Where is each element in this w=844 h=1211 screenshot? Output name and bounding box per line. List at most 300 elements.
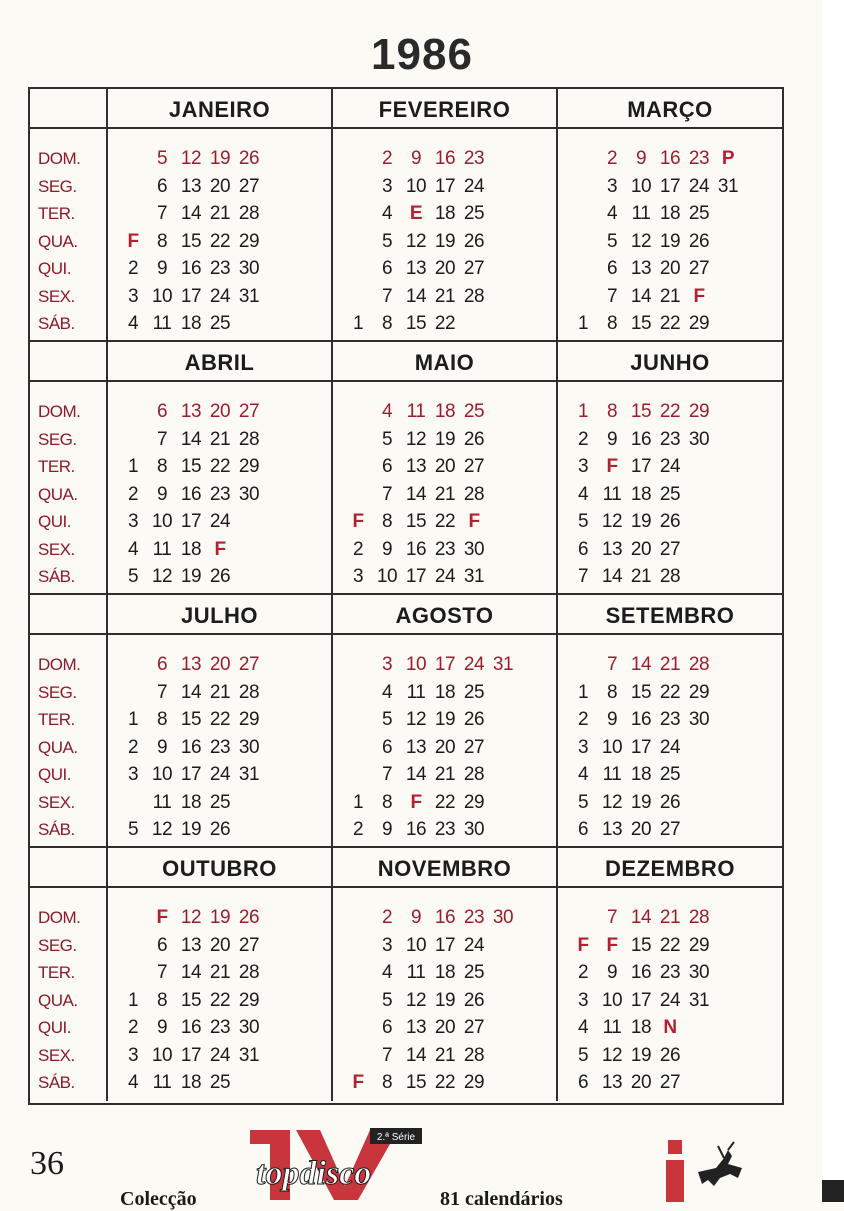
holiday-marker: F — [214, 538, 226, 560]
day-number: 13 — [405, 258, 427, 279]
day-number: 12 — [601, 791, 623, 813]
day-number: 17 — [180, 1044, 202, 1066]
day-number: 5 — [127, 819, 139, 840]
month-name: ABRIL — [184, 350, 255, 375]
day-number: 20 — [659, 258, 681, 279]
day-number: 25 — [659, 483, 681, 505]
month-name: JULHO — [180, 603, 259, 628]
day-number: 13 — [180, 401, 202, 422]
corner-mark — [822, 1180, 844, 1202]
day-number: 14 — [180, 203, 202, 224]
day-number: 6 — [381, 1017, 393, 1038]
month-name: MARÇO — [627, 97, 713, 122]
weekday-label: SEG. — [38, 176, 77, 196]
weekday-labels — [38, 651, 108, 844]
day-number: 27 — [238, 175, 260, 197]
weekday-label: SEX. — [38, 286, 75, 306]
logo-topdisco-text: topdisco — [256, 1155, 372, 1192]
day-number: 7 — [577, 566, 589, 587]
day-number: 15 — [630, 313, 652, 334]
day-number: 1 — [127, 709, 139, 730]
day-number: 18 — [434, 203, 456, 224]
day-number: 6 — [156, 175, 168, 197]
day-number: 15 — [630, 681, 652, 703]
day-number: 22 — [659, 681, 681, 703]
day-number: 24 — [209, 285, 231, 307]
day-number: 4 — [381, 681, 393, 703]
day-number: 26 — [463, 428, 485, 450]
month-block — [558, 595, 782, 846]
day-number: 23 — [463, 907, 485, 928]
day-number: 18 — [434, 962, 456, 983]
calendar-row — [30, 595, 782, 848]
day-number: 19 — [434, 989, 456, 1011]
day-number: 1 — [577, 401, 589, 422]
weekday-labels — [38, 145, 108, 338]
day-number: 24 — [659, 989, 681, 1011]
day-number: 23 — [463, 148, 485, 169]
weekday-label: DOM. — [38, 402, 81, 421]
day-number: 13 — [405, 456, 427, 477]
day-number: 16 — [180, 1017, 202, 1038]
day-number: 7 — [381, 483, 393, 505]
day-number: 14 — [405, 285, 427, 307]
month-name: DEZEMBRO — [605, 856, 735, 881]
day-number: 25 — [209, 313, 231, 334]
day-number: 23 — [659, 709, 681, 730]
day-number: 25 — [463, 203, 485, 224]
month-block — [108, 595, 333, 846]
weekday-label: SÁB. — [38, 567, 75, 586]
day-number: 22 — [209, 989, 231, 1011]
day-number: 27 — [463, 736, 485, 758]
day-number: 28 — [238, 962, 260, 983]
day-number: 11 — [406, 962, 426, 983]
day-number: 11 — [152, 538, 172, 560]
weekday-label: QUA. — [38, 231, 78, 251]
day-number: 18 — [180, 1072, 202, 1093]
day-number: 26 — [209, 566, 231, 587]
weekday-label: QUA. — [38, 990, 78, 1010]
day-number: 24 — [434, 566, 456, 587]
day-number: 31 — [717, 175, 739, 197]
day-number: 22 — [434, 1072, 456, 1093]
day-number: 10 — [151, 1044, 173, 1066]
day-number: 12 — [151, 819, 173, 840]
day-number: 4 — [381, 962, 393, 983]
day-number: 2 — [127, 258, 139, 279]
day-number: 2 — [381, 907, 393, 928]
day-number: 26 — [463, 230, 485, 252]
day-number: 19 — [434, 230, 456, 252]
day-number: 8 — [156, 709, 168, 730]
day-number: 18 — [180, 791, 202, 813]
day-number: 3 — [381, 654, 393, 675]
day-number: 23 — [209, 258, 231, 279]
day-number: 22 — [209, 230, 231, 252]
day-number: 27 — [659, 819, 681, 840]
day-number: 28 — [688, 654, 710, 675]
day-number: 16 — [180, 258, 202, 279]
day-number: 4 — [577, 483, 589, 505]
day-number: 26 — [463, 989, 485, 1011]
day-number: 8 — [381, 511, 393, 532]
month-block — [558, 342, 782, 593]
page-number: 36 — [30, 1145, 64, 1182]
day-number: 17 — [180, 511, 202, 532]
day-number: 2 — [352, 538, 364, 560]
day-number: 3 — [381, 934, 393, 956]
day-number: 6 — [381, 456, 393, 477]
day-number: 24 — [209, 511, 231, 532]
day-number: 9 — [606, 709, 618, 730]
day-number: 24 — [463, 934, 485, 956]
holiday-marker: F — [606, 456, 618, 477]
day-number: 19 — [630, 1044, 652, 1066]
day-number: 7 — [606, 654, 618, 675]
day-number: 30 — [463, 819, 485, 840]
day-number: 20 — [630, 1072, 652, 1093]
day-number: 17 — [659, 175, 681, 197]
month-name: MAIO — [414, 350, 475, 375]
day-number: 11 — [602, 764, 622, 785]
day-number: 21 — [659, 907, 681, 928]
day-number: 15 — [180, 456, 202, 477]
day-number: 24 — [463, 175, 485, 197]
day-number: 30 — [238, 1017, 260, 1038]
day-number: 2 — [577, 962, 589, 983]
weekday-label: QUI. — [38, 512, 71, 531]
day-number: 27 — [463, 456, 485, 477]
weekday-label: SEG. — [38, 935, 77, 955]
day-number: 27 — [659, 538, 681, 560]
weekday-label: DOM. — [38, 908, 81, 927]
day-number: 7 — [156, 428, 168, 450]
day-number: 6 — [381, 736, 393, 758]
day-number: 6 — [577, 819, 589, 840]
day-number: 25 — [209, 791, 231, 813]
day-number: 7 — [381, 1044, 393, 1066]
day-number: 20 — [209, 934, 231, 956]
day-number: 11 — [406, 401, 426, 422]
day-number: 26 — [659, 791, 681, 813]
day-number: 10 — [376, 566, 398, 587]
day-number: 21 — [434, 483, 456, 505]
day-number: 27 — [238, 934, 260, 956]
day-number: 15 — [180, 709, 202, 730]
month-name: OUTUBRO — [162, 856, 277, 881]
day-number: 9 — [635, 148, 647, 169]
day-number: 10 — [151, 764, 173, 785]
day-number: 14 — [630, 907, 652, 928]
day-number: 8 — [381, 313, 393, 334]
day-number: 16 — [630, 962, 652, 983]
day-number: 8 — [606, 313, 618, 334]
day-number: 7 — [381, 285, 393, 307]
weekday-label: TER. — [38, 204, 75, 223]
day-number: 28 — [659, 566, 681, 587]
day-number: 29 — [688, 934, 710, 956]
day-number: 6 — [156, 934, 168, 956]
day-number: 21 — [434, 1044, 456, 1066]
day-number: 21 — [209, 962, 231, 983]
day-number: 4 — [381, 401, 393, 422]
day-number: 14 — [630, 654, 652, 675]
day-number: 19 — [209, 148, 231, 169]
holiday-marker: F — [606, 934, 618, 956]
day-number: 26 — [659, 511, 681, 532]
day-number: 26 — [238, 148, 260, 169]
day-number: 11 — [602, 1017, 622, 1038]
month-block — [333, 342, 558, 593]
day-number: 6 — [577, 538, 589, 560]
month-name: JANEIRO — [168, 97, 271, 122]
day-number: 13 — [405, 736, 427, 758]
day-number: 20 — [434, 258, 456, 279]
day-number: 7 — [156, 203, 168, 224]
day-number: 9 — [156, 483, 168, 505]
day-number: 8 — [156, 230, 168, 252]
day-number: 25 — [463, 681, 485, 703]
day-number: 3 — [127, 1044, 139, 1066]
day-number: 13 — [601, 819, 623, 840]
day-number: 28 — [238, 203, 260, 224]
calendar-row — [30, 89, 782, 342]
day-number: 11 — [406, 681, 426, 703]
day-number: 3 — [381, 175, 393, 197]
day-number: 14 — [405, 483, 427, 505]
holiday-marker: P — [721, 148, 735, 169]
day-number: 20 — [630, 538, 652, 560]
day-number: 30 — [688, 428, 710, 450]
day-number: 19 — [434, 428, 456, 450]
day-number: 19 — [659, 230, 681, 252]
day-number: 4 — [127, 313, 139, 334]
month-name: NOVEMBRO — [377, 856, 512, 881]
day-number: 18 — [180, 313, 202, 334]
day-number: 23 — [209, 483, 231, 505]
day-number: 28 — [238, 681, 260, 703]
holiday-marker: E — [409, 203, 423, 224]
day-number: 8 — [606, 681, 618, 703]
day-number: 5 — [381, 709, 393, 730]
day-number: 9 — [156, 736, 168, 758]
day-number: 13 — [630, 258, 652, 279]
day-number: 27 — [463, 1017, 485, 1038]
day-number: 25 — [688, 203, 710, 224]
day-number: 28 — [238, 428, 260, 450]
day-number: 31 — [238, 764, 260, 785]
day-number: 17 — [630, 989, 652, 1011]
day-number: 1 — [127, 456, 139, 477]
day-number: 18 — [659, 203, 681, 224]
weekday-label: SEG. — [38, 429, 77, 449]
day-number: 10 — [405, 934, 427, 956]
day-number: 2 — [127, 483, 139, 505]
day-number: 3 — [127, 511, 139, 532]
day-number: 2 — [577, 709, 589, 730]
day-number: 10 — [405, 654, 427, 675]
day-number: 29 — [238, 230, 260, 252]
day-number: 9 — [381, 819, 393, 840]
day-number: 8 — [156, 989, 168, 1011]
day-number: 18 — [630, 483, 652, 505]
day-number: 9 — [606, 428, 618, 450]
day-number: 30 — [238, 736, 260, 758]
day-number: 1 — [352, 791, 364, 813]
day-number: 26 — [463, 709, 485, 730]
weekday-label: QUA. — [38, 484, 78, 504]
day-number: 28 — [463, 285, 485, 307]
footer-collection-text: Colecção — [120, 1188, 197, 1210]
weekday-label: SEX. — [38, 539, 75, 559]
day-number: 11 — [152, 1072, 172, 1093]
day-number: 25 — [463, 401, 485, 422]
day-number: 23 — [688, 148, 710, 169]
day-number: 17 — [180, 285, 202, 307]
day-number: 12 — [601, 1044, 623, 1066]
day-number: 5 — [577, 791, 589, 813]
day-number: 24 — [659, 456, 681, 477]
day-number: 16 — [659, 148, 681, 169]
day-number: 29 — [238, 456, 260, 477]
day-number: 21 — [434, 764, 456, 785]
calendar-row — [30, 342, 782, 595]
day-number: 13 — [405, 1017, 427, 1038]
day-number: 14 — [180, 428, 202, 450]
day-number: 25 — [209, 1072, 231, 1093]
day-number: 10 — [151, 511, 173, 532]
day-number: 11 — [602, 483, 622, 505]
day-number: 13 — [601, 1072, 623, 1093]
weekday-label: QUA. — [38, 737, 78, 757]
day-number: 8 — [381, 1072, 393, 1093]
month-block — [558, 848, 782, 1101]
day-number: 15 — [180, 989, 202, 1011]
day-number: 31 — [238, 285, 260, 307]
day-number: 6 — [156, 654, 168, 675]
day-number: 15 — [405, 313, 427, 334]
weekday-label: SÁB. — [38, 314, 75, 333]
weekday-label: SEX. — [38, 1045, 75, 1065]
footer-calendars-text: 81 calendários — [440, 1188, 563, 1210]
day-number: 10 — [405, 175, 427, 197]
day-number: 12 — [630, 230, 652, 252]
day-number: 5 — [381, 230, 393, 252]
day-number: 19 — [434, 709, 456, 730]
day-number: 14 — [601, 566, 623, 587]
year-title: 1986 — [371, 30, 473, 79]
day-number: 15 — [180, 230, 202, 252]
day-number: 3 — [577, 989, 589, 1011]
day-number: 11 — [631, 203, 651, 224]
day-number: 5 — [156, 148, 168, 169]
day-number: 17 — [434, 175, 456, 197]
day-number: 2 — [352, 819, 364, 840]
day-number: 17 — [180, 764, 202, 785]
day-number: 30 — [688, 709, 710, 730]
day-number: 29 — [463, 791, 485, 813]
day-number: 10 — [630, 175, 652, 197]
imensal-logo — [658, 1128, 778, 1202]
day-number: 16 — [405, 538, 427, 560]
weekday-label: TER. — [38, 710, 75, 729]
day-number: 1 — [577, 313, 589, 334]
holiday-marker: F — [352, 511, 364, 532]
day-number: 3 — [352, 566, 364, 587]
day-number: 5 — [381, 989, 393, 1011]
day-number: 18 — [434, 681, 456, 703]
day-number: 9 — [381, 538, 393, 560]
day-number: 16 — [180, 483, 202, 505]
day-number: 1 — [352, 313, 364, 334]
weekday-label: DOM. — [38, 655, 81, 674]
day-number: 24 — [659, 736, 681, 758]
day-number: 18 — [434, 401, 456, 422]
day-number: 29 — [238, 709, 260, 730]
holiday-marker: F — [352, 1072, 364, 1093]
day-number: 14 — [630, 285, 652, 307]
day-number: 23 — [209, 736, 231, 758]
holiday-marker: F — [577, 934, 589, 956]
day-number: 23 — [659, 962, 681, 983]
day-number: 31 — [463, 566, 485, 587]
month-block — [333, 89, 558, 340]
weekday-label: QUI. — [38, 765, 71, 784]
weekday-label: QUI. — [38, 1018, 71, 1037]
day-number: 27 — [238, 654, 260, 675]
day-number: 7 — [156, 962, 168, 983]
day-number: 12 — [180, 907, 202, 928]
day-number: 28 — [463, 764, 485, 785]
month-block — [333, 848, 558, 1101]
day-number: 24 — [688, 175, 710, 197]
day-number: 13 — [180, 175, 202, 197]
day-number: 30 — [238, 258, 260, 279]
month-block — [108, 89, 333, 340]
day-number: 5 — [606, 230, 618, 252]
day-number: 4 — [577, 1017, 589, 1038]
weekday-label: SEG. — [38, 682, 77, 702]
day-number: 8 — [156, 456, 168, 477]
day-number: 5 — [127, 566, 139, 587]
day-number: 22 — [659, 401, 681, 422]
day-number: 9 — [410, 907, 422, 928]
day-number: 18 — [630, 764, 652, 785]
day-number: 4 — [577, 764, 589, 785]
day-number: 2 — [577, 428, 589, 450]
day-number: 15 — [405, 1072, 427, 1093]
day-number: 22 — [209, 456, 231, 477]
calendar-grid — [28, 87, 784, 1105]
day-number: 30 — [688, 962, 710, 983]
day-number: 27 — [463, 258, 485, 279]
day-number: 26 — [238, 907, 260, 928]
day-number: 16 — [630, 709, 652, 730]
weekday-labels — [38, 904, 108, 1097]
day-number: 3 — [606, 175, 618, 197]
day-number: 22 — [209, 709, 231, 730]
day-number: 31 — [492, 654, 514, 675]
day-number: 26 — [659, 1044, 681, 1066]
day-number: 22 — [659, 313, 681, 334]
day-number: 27 — [659, 1072, 681, 1093]
day-number: 28 — [688, 907, 710, 928]
day-number: 11 — [152, 791, 172, 813]
day-number: 28 — [463, 1044, 485, 1066]
topdisco-tv-logo — [250, 1122, 430, 1202]
day-number: 6 — [606, 258, 618, 279]
